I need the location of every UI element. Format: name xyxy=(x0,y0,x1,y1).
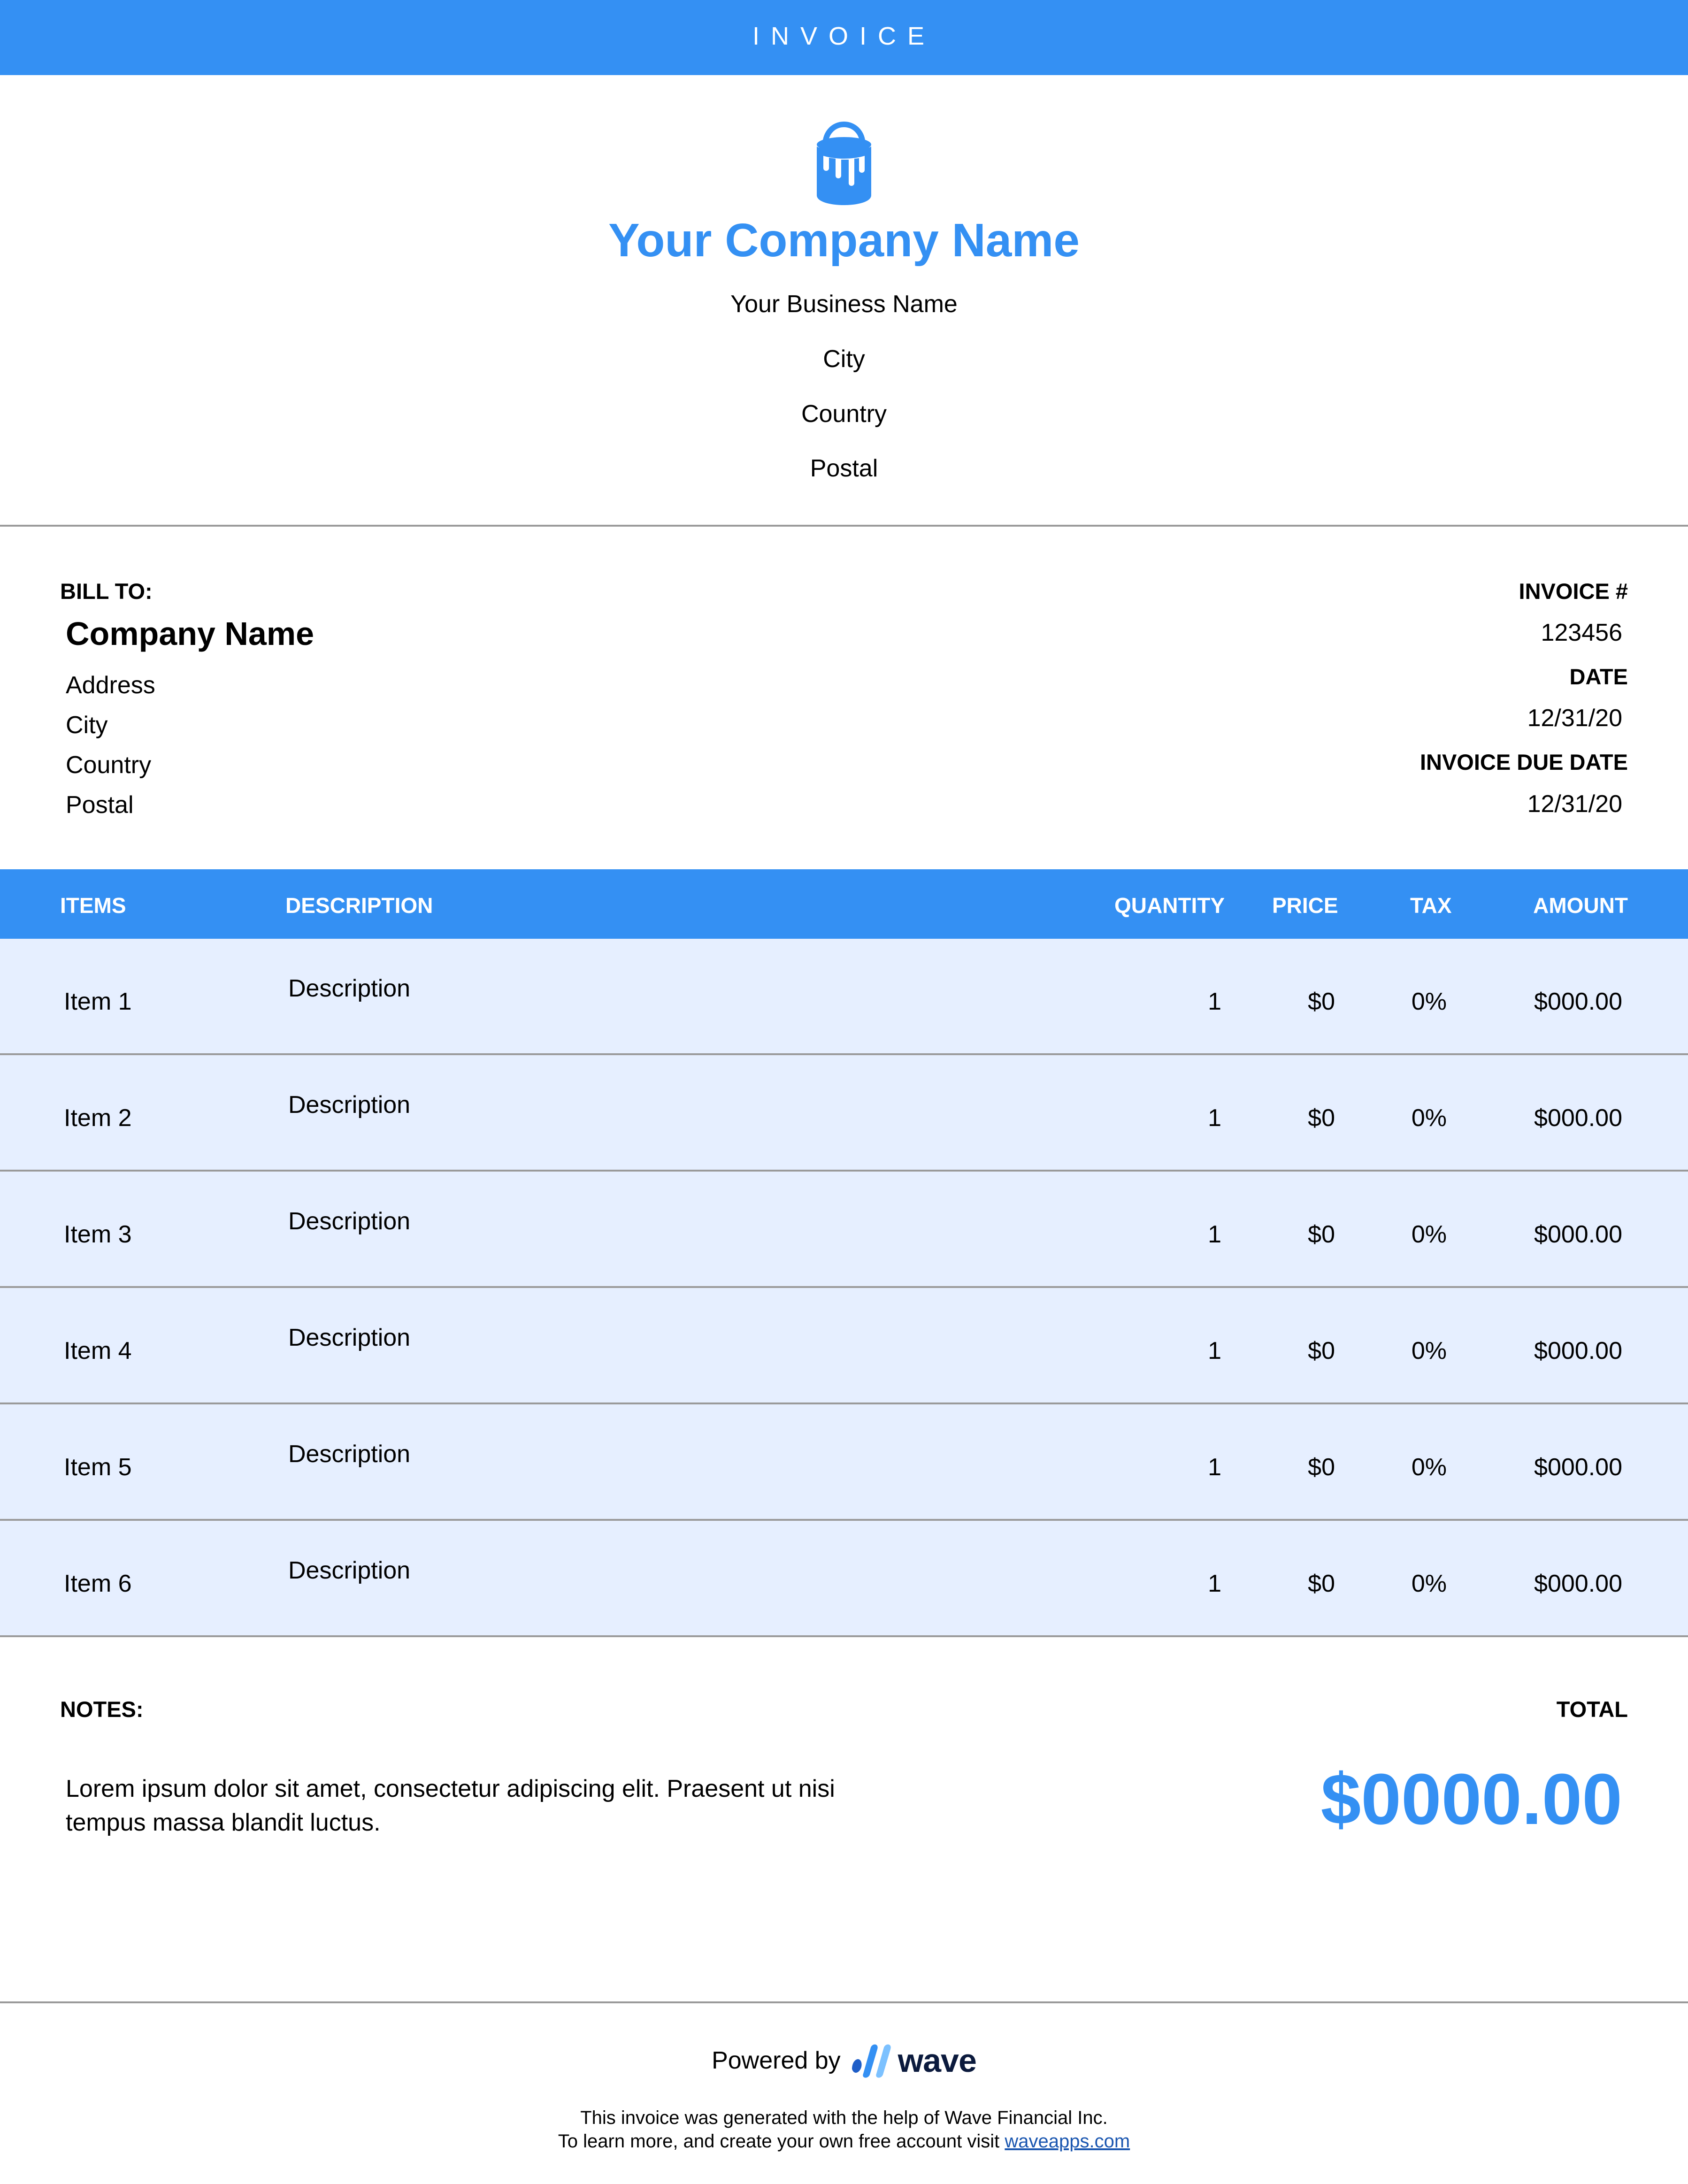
header-price: PRICE xyxy=(1272,893,1338,918)
business-name: Your Business Name xyxy=(730,291,958,318)
item-cell: Item 5 xyxy=(64,1454,132,1481)
date-label: DATE xyxy=(1569,664,1628,689)
company-city: City xyxy=(823,345,865,373)
header-description: DESCRIPTION xyxy=(285,893,433,918)
description-cell: Description xyxy=(288,1324,411,1351)
powered-by-label: Powered by xyxy=(712,2047,841,2074)
footer-line-2-text: To learn more, and create your own free account visit xyxy=(558,2131,1000,2152)
price-cell: $0 xyxy=(1308,988,1335,1015)
header-amount: AMOUNT xyxy=(1533,893,1628,918)
price-cell: $0 xyxy=(1308,1570,1335,1597)
waveapps-link[interactable]: waveapps.com xyxy=(1005,2131,1130,2152)
quantity-cell: 1 xyxy=(1208,1221,1221,1248)
amount-cell: $000.00 xyxy=(1534,1104,1622,1132)
invoice-title: INVOICE xyxy=(752,22,936,50)
powered-by xyxy=(0,2041,1688,2080)
quantity-cell: 1 xyxy=(1208,988,1221,1015)
notes-text: Lorem ipsum dolor sit amet, consectetur adipiscing elit. Praesent ut nisi tempus massa blandit luctus. xyxy=(66,1775,835,1836)
invoice-number: 123456 xyxy=(1541,619,1622,646)
invoice-number-label: INVOICE # xyxy=(1519,579,1628,604)
tax-cell: 0% xyxy=(1411,988,1447,1015)
tax-cell: 0% xyxy=(1411,1104,1447,1132)
bill-to-company: Company Name xyxy=(66,615,315,652)
amount-cell: $000.00 xyxy=(1534,1454,1622,1481)
header-quantity: QUANTITY xyxy=(1114,893,1225,918)
company-name: Your Company Name xyxy=(608,214,1080,267)
price-cell: $0 xyxy=(1308,1337,1335,1364)
tax-cell: 0% xyxy=(1411,1221,1447,1248)
description-cell: Description xyxy=(288,1441,411,1468)
quantity-cell: 1 xyxy=(1208,1104,1221,1132)
wave-logo-icon xyxy=(849,2041,894,2080)
item-cell: Item 3 xyxy=(64,1221,132,1248)
paint-bucket-icon xyxy=(815,113,873,208)
description-cell: Description xyxy=(288,1091,411,1119)
footer-line-2 xyxy=(0,2131,1688,2152)
divider xyxy=(0,525,1688,527)
description-cell: Description xyxy=(288,1557,411,1584)
amount-cell: $000.00 xyxy=(1534,1221,1622,1248)
due-date: 12/31/20 xyxy=(1527,790,1622,818)
item-cell: Item 2 xyxy=(64,1104,132,1132)
company-postal: Postal xyxy=(810,455,878,482)
price-cell: $0 xyxy=(1308,1454,1335,1481)
due-date-label: INVOICE DUE DATE xyxy=(1419,750,1628,774)
tax-cell: 0% xyxy=(1411,1337,1447,1364)
item-cell: Item 4 xyxy=(64,1337,132,1364)
item-cell: Item 6 xyxy=(64,1570,132,1597)
quantity-cell: 1 xyxy=(1208,1570,1221,1597)
bill-to-address: Address xyxy=(66,672,155,699)
company-country: Country xyxy=(801,400,887,428)
quantity-cell: 1 xyxy=(1208,1454,1221,1481)
amount-cell: $000.00 xyxy=(1534,1570,1622,1597)
price-cell: $0 xyxy=(1308,1221,1335,1248)
notes-label: NOTES: xyxy=(60,1697,144,1722)
description-cell: Description xyxy=(288,975,411,1002)
price-cell: $0 xyxy=(1308,1104,1335,1132)
header-items: ITEMS xyxy=(60,893,126,918)
bill-to-label: BILL TO: xyxy=(60,579,153,604)
invoice-date: 12/31/20 xyxy=(1527,705,1622,732)
item-cell: Item 1 xyxy=(64,988,132,1015)
total-amount: $0000.00 xyxy=(1320,1759,1622,1839)
total-label: TOTAL xyxy=(1556,1697,1628,1722)
amount-cell: $000.00 xyxy=(1534,1337,1622,1364)
tax-cell: 0% xyxy=(1411,1454,1447,1481)
bill-to-country: Country xyxy=(66,751,152,779)
tax-cell: 0% xyxy=(1411,1570,1447,1597)
header-tax: TAX xyxy=(1410,893,1452,918)
bill-to-city: City xyxy=(66,712,108,739)
description-cell: Description xyxy=(288,1208,411,1235)
footer-divider xyxy=(0,2001,1688,2003)
amount-cell: $000.00 xyxy=(1534,988,1622,1015)
footer-line-1: This invoice was generated with the help of Wave Financial Inc. xyxy=(580,2107,1108,2128)
quantity-cell: 1 xyxy=(1208,1337,1221,1364)
wave-brand: wave xyxy=(898,2042,976,2079)
bill-to-postal: Postal xyxy=(66,791,134,819)
